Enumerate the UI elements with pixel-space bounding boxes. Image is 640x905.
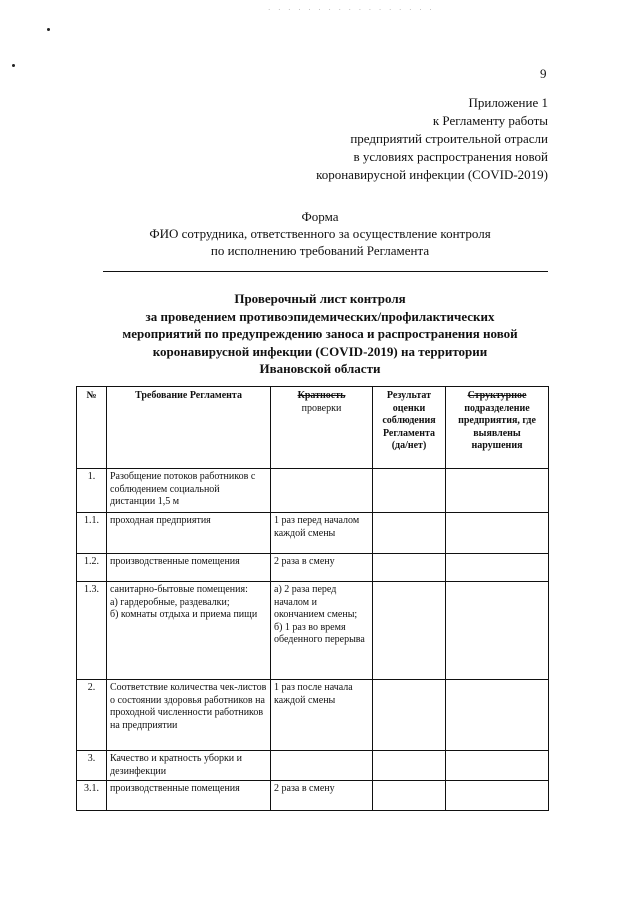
title-line: мероприятий по предупреждению заноса и распространения новой: [122, 326, 518, 341]
header-requirement: Требование Регламента: [107, 387, 271, 469]
signature-rule: [103, 271, 548, 272]
cell-unit: [446, 513, 549, 554]
table-header-row: [77, 387, 549, 469]
cell-result: [373, 554, 446, 582]
header-frequency-struck: Кратность: [297, 390, 346, 401]
cell-frequency: 1 раз после начала каждой смены: [271, 680, 373, 751]
cell-result: [373, 751, 446, 781]
cell-requirement: Соответствие количества чек-листов о состоянии здоровья работников на проходной численности работников на предприятии: [107, 680, 271, 751]
cell-result: [373, 582, 446, 680]
cell-num: 1.3.: [77, 582, 107, 680]
table-row: [77, 469, 549, 513]
form-block: [0, 208, 640, 259]
form-line: ФИО сотрудника, ответственного за осуществление контроля: [149, 226, 491, 241]
appendix-line: к Регламенту работы: [432, 113, 548, 128]
appendix-header: [218, 94, 548, 184]
cell-frequency: 2 раза в смену: [271, 781, 373, 811]
title-line: за проведением противоэпидемических/профилактических: [145, 308, 495, 324]
cell-num: 3.1.: [77, 781, 107, 811]
page-number: 9: [540, 66, 547, 81]
cell-num: 1.2.: [77, 554, 107, 582]
cell-unit: [446, 751, 549, 781]
cell-result: [373, 513, 446, 554]
title-line: Проверочный лист контроля: [234, 291, 406, 306]
cell-frequency: а) 2 раза перед началом и окончанием смены; б) 1 раз во время обеденного перерыва: [271, 582, 373, 680]
cell-num: 1.: [77, 469, 107, 513]
cell-frequency: 1 раз перед началом каждой смены: [271, 513, 373, 554]
checklist-table: [76, 386, 549, 811]
cell-requirement: Качество и кратность уборки и дезинфекции: [107, 751, 271, 781]
cell-result: [373, 680, 446, 751]
header-result: Результат оценки соблюдения Регламента (да/нет): [373, 387, 446, 469]
title-line: коронавирусной инфекции (COVID-2019) на территории: [152, 343, 488, 359]
cell-unit: [446, 554, 549, 582]
appendix-line: коронавирусной инфекции (COVID-2019): [316, 167, 548, 182]
cell-frequency: 2 раза в смену: [271, 554, 373, 582]
appendix-line: Приложение 1: [468, 95, 548, 110]
scan-speck: [12, 64, 15, 67]
cell-requirement: производственные помещения: [107, 554, 271, 582]
document-title: [0, 290, 640, 378]
cell-requirement: проходная предприятия: [107, 513, 271, 554]
appendix-line: в условиях распространения новой: [353, 149, 548, 164]
table-row: [77, 582, 549, 680]
header-num: №: [77, 387, 107, 469]
cell-frequency: [271, 469, 373, 513]
cell-result: [373, 469, 446, 513]
header-unit: [446, 387, 549, 469]
cell-unit: [446, 680, 549, 751]
title-line: Ивановской области: [259, 361, 381, 376]
table-row: [77, 680, 549, 751]
cell-num: 3.: [77, 751, 107, 781]
cell-requirement: производственные помещения: [107, 781, 271, 811]
scan-artifact: · · · · · · · · · · · · · · · · ·: [268, 6, 435, 14]
table-row: [77, 781, 549, 811]
cell-num: 1.1.: [77, 513, 107, 554]
cell-requirement: санитарно-бытовые помещения: а) гардеробные, раздевалки; б) комнаты отдыха и приема пищи: [107, 582, 271, 680]
appendix-line: предприятий строительной отрасли: [350, 131, 548, 146]
header-frequency: [271, 387, 373, 469]
cell-result: [373, 781, 446, 811]
header-frequency-text: проверки: [301, 402, 342, 414]
cell-unit: [446, 469, 549, 513]
table-row: [77, 513, 549, 554]
cell-unit: [446, 781, 549, 811]
header-unit-text: подразделение предприятия, где выявлены нарушения: [458, 402, 536, 451]
cell-num: 2.: [77, 680, 107, 751]
cell-unit: [446, 582, 549, 680]
cell-frequency: [271, 751, 373, 781]
scan-speck: [47, 28, 50, 31]
cell-requirement: Разобщение потоков работников с соблюдением социальной дистанции 1,5 м: [107, 469, 271, 513]
form-label: Форма: [301, 209, 339, 224]
table-row: [77, 751, 549, 781]
table-row: [77, 554, 549, 582]
header-unit-struck: Структурное: [467, 390, 527, 401]
form-line: по исполнению требований Регламента: [210, 243, 430, 258]
